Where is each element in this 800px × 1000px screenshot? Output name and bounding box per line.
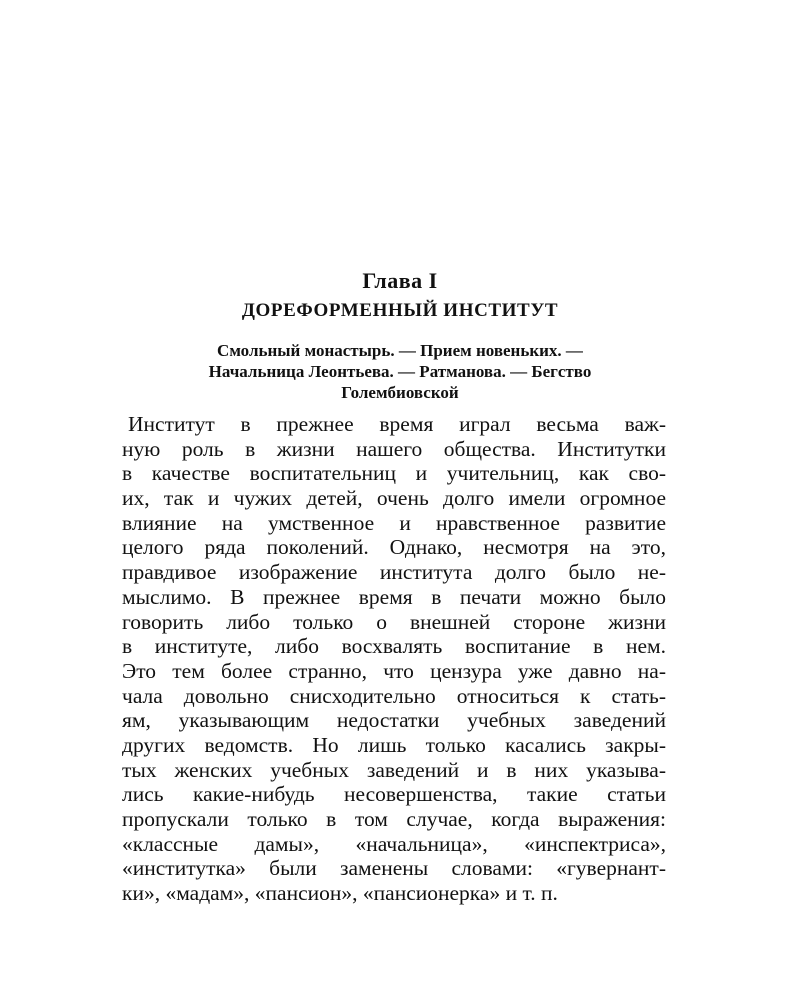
text-line: других ведомств. Но лишь только касались закры- [122,732,666,757]
text-line: Институт в прежнее время играл весьма важ- [128,412,666,436]
synopsis-line: Начальница Леонтьева. — Ратманова. — Бегство [208,362,592,381]
synopsis-line: Смольный монастырь. — Прием новеньких. — [217,341,583,360]
synopsis-line: Голембиовской [341,383,459,402]
text-line: «классные дамы», «начальница», «инспектриса», [122,831,666,856]
chapter-synopsis [120,340,680,403]
text-line: влияние на умственное и нравственное развитие [122,510,666,535]
text-line: ям, указывающим недостатки учебных заведений [122,708,666,733]
chapter-title: ДОРЕФОРМЕННЫЙ ИНСТИТУТ [241,300,559,321]
text-line: тых женских учебных заведений и в них указыва- [122,757,666,782]
text-line: говорить либо только о внешней стороне жизни [122,609,666,634]
text-line: ную роль в жизни нашего общества. Институтки [122,436,666,461]
text-line: целого ряда поколений. Однако, несмотря на это, [122,535,666,560]
chapter-number: Глава I [362,268,438,293]
text-line: лись какие-нибудь несовершенства, такие статьи [122,782,666,807]
text-line: Это тем более странно, что цензура уже давно на- [122,658,666,683]
text-line: «институтка» были заменены словами: «гувернант- [122,856,666,881]
text-line: в качестве воспитательниц и учительниц, как сво- [122,461,666,486]
text-line: ки», «мадам», «пансион», «пансионерка» и т. п. [122,881,558,906]
text-line: чала довольно снисходительно относиться к стать- [122,683,666,708]
text-line: пропускали только в том случае, когда выражения: [122,807,666,831]
text-line: мыслимо. В прежнее время в печати можно было [122,584,666,609]
text-line: в институте, либо восхвалять воспитание в нем. [122,634,666,659]
text-line: их, так и чужих детей, очень долго имели огромное [122,486,666,511]
body-paragraph [122,412,666,906]
text-line: правдивое изображение института долго было не- [122,560,666,585]
